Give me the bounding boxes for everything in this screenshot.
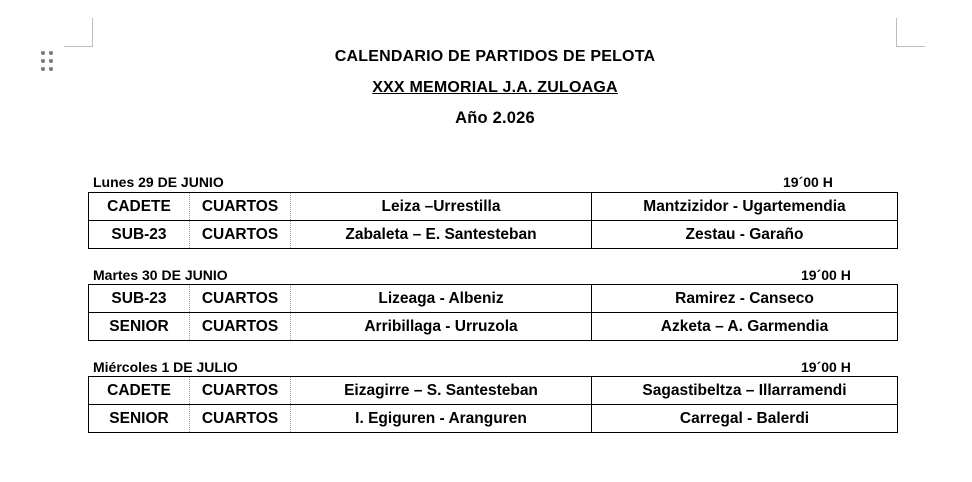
round-cell[interactable]: CUARTOS xyxy=(190,313,291,341)
table-row xyxy=(89,193,898,221)
document-title: CALENDARIO DE PARTIDOS DE PELOTA xyxy=(334,48,656,65)
pair1-cell[interactable]: Arribillaga - Urruzola xyxy=(291,313,592,341)
category-cell[interactable]: SUB-23 xyxy=(89,285,190,313)
table-row xyxy=(89,405,898,433)
page-margin-corner-top-left xyxy=(64,18,93,47)
table-row xyxy=(89,313,898,341)
day-time: 19´00 H xyxy=(783,174,833,190)
pair2-cell[interactable]: Mantzizidor - Ugartemendia xyxy=(592,193,898,221)
day-label: Miércoles 1 DE JULIO xyxy=(93,359,238,375)
table-row xyxy=(89,221,898,249)
day-label: Lunes 29 DE JUNIO xyxy=(93,174,224,190)
pair1-cell[interactable]: I. Egiguren - Aranguren xyxy=(291,405,592,433)
day-heading xyxy=(93,267,855,284)
category-cell[interactable]: CADETE xyxy=(89,377,190,405)
page-margin-corner-top-right xyxy=(896,18,925,47)
matches-table xyxy=(88,376,898,433)
round-cell[interactable]: CUARTOS xyxy=(190,377,291,405)
day-time: 19´00 H xyxy=(801,359,851,375)
day-heading xyxy=(93,359,855,376)
round-cell[interactable]: CUARTOS xyxy=(190,193,291,221)
category-cell[interactable]: SENIOR xyxy=(89,313,190,341)
round-cell[interactable]: CUARTOS xyxy=(190,405,291,433)
table-row xyxy=(89,377,898,405)
pair2-cell[interactable]: Sagastibeltza – Illarramendi xyxy=(592,377,898,405)
day-time: 19´00 H xyxy=(801,267,851,283)
table-row xyxy=(89,285,898,313)
round-cell[interactable]: CUARTOS xyxy=(190,285,291,313)
pair1-cell[interactable]: Leiza –Urrestilla xyxy=(291,193,592,221)
day-label: Martes 30 DE JUNIO xyxy=(93,267,228,283)
pair2-cell[interactable]: Carregal - Balerdi xyxy=(592,405,898,433)
document-year: Año 2.026 xyxy=(455,109,535,127)
matches-table xyxy=(88,284,898,341)
pair1-cell[interactable]: Eizagirre – S. Santesteban xyxy=(291,377,592,405)
document-subtitle: XXX MEMORIAL J.A. ZULOAGA xyxy=(372,79,618,96)
day-heading xyxy=(93,174,855,191)
pair2-cell[interactable]: Zestau - Garaño xyxy=(592,221,898,249)
pair1-cell[interactable]: Lizeaga - Albeniz xyxy=(291,285,592,313)
category-cell[interactable]: CADETE xyxy=(89,193,190,221)
pair2-cell[interactable]: Azketa – A. Garmendia xyxy=(592,313,898,341)
pair1-cell[interactable]: Zabaleta – E. Santesteban xyxy=(291,221,592,249)
round-cell[interactable]: CUARTOS xyxy=(190,221,291,249)
category-cell[interactable]: SENIOR xyxy=(89,405,190,433)
pair2-cell[interactable]: Ramirez - Canseco xyxy=(592,285,898,313)
category-cell[interactable]: SUB-23 xyxy=(89,221,190,249)
matches-table xyxy=(88,192,898,249)
